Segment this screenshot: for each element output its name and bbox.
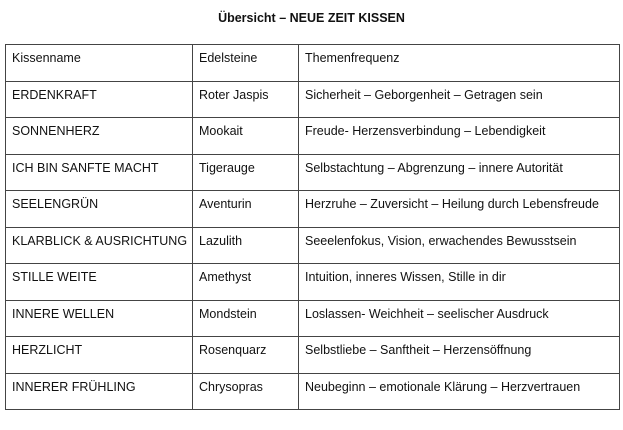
cell-themenfrequenz: Neubeginn – emotionale Klärung – Herzvertrauen <box>299 373 620 410</box>
cell-themenfrequenz: Sicherheit – Geborgenheit – Getragen sein <box>299 81 620 118</box>
cell-edelsteine: Aventurin <box>193 191 299 228</box>
cell-edelsteine: Lazulith <box>193 227 299 264</box>
cell-themenfrequenz: Intuition, inneres Wissen, Stille in dir <box>299 264 620 301</box>
cell-kissenname: SEELENGRÜN <box>6 191 193 228</box>
table-row <box>6 191 620 228</box>
table-row <box>6 337 620 374</box>
cell-kissenname: STILLE WEITE <box>6 264 193 301</box>
cell-edelsteine: Mondstein <box>193 300 299 337</box>
table-row <box>6 154 620 191</box>
overview-table <box>5 44 620 410</box>
cell-themenfrequenz: Herzruhe – Zuversicht – Heilung durch Lebensfreude <box>299 191 620 228</box>
cell-edelsteine: Chrysopras <box>193 373 299 410</box>
table-row <box>6 81 620 118</box>
table-header-row <box>6 45 620 82</box>
cell-edelsteine: Amethyst <box>193 264 299 301</box>
cell-edelsteine: Tigerauge <box>193 154 299 191</box>
header-kissenname: Kissenname <box>6 45 193 82</box>
cell-kissenname: KLARBLICK & AUSRICHTUNG <box>6 227 193 264</box>
document-title: Übersicht – NEUE ZEIT KISSEN <box>218 11 405 25</box>
cell-edelsteine: Mookait <box>193 118 299 155</box>
header-edelsteine: Edelsteine <box>193 45 299 82</box>
table-row <box>6 118 620 155</box>
cell-themenfrequenz: Selbstachtung – Abgrenzung – innere Autorität <box>299 154 620 191</box>
table-row <box>6 227 620 264</box>
cell-themenfrequenz: Selbstliebe – Sanftheit – Herzensöffnung <box>299 337 620 374</box>
cell-themenfrequenz: Loslassen- Weichheit – seelischer Ausdruck <box>299 300 620 337</box>
cell-themenfrequenz: Freude- Herzensverbindung – Lebendigkeit <box>299 118 620 155</box>
cell-kissenname: INNERER FRÜHLING <box>6 373 193 410</box>
cell-edelsteine: Roter Jaspis <box>193 81 299 118</box>
cell-edelsteine: Rosenquarz <box>193 337 299 374</box>
table-row <box>6 373 620 410</box>
cell-kissenname: HERZLICHT <box>6 337 193 374</box>
cell-kissenname: SONNENHERZ <box>6 118 193 155</box>
header-themenfrequenz: Themenfrequenz <box>299 45 620 82</box>
cell-kissenname: ICH BIN SANFTE MACHT <box>6 154 193 191</box>
table-row <box>6 264 620 301</box>
cell-kissenname: ERDENKRAFT <box>6 81 193 118</box>
table-row <box>6 300 620 337</box>
cell-kissenname: INNERE WELLEN <box>6 300 193 337</box>
cell-themenfrequenz: Seeelenfokus, Vision, erwachendes Bewusstsein <box>299 227 620 264</box>
